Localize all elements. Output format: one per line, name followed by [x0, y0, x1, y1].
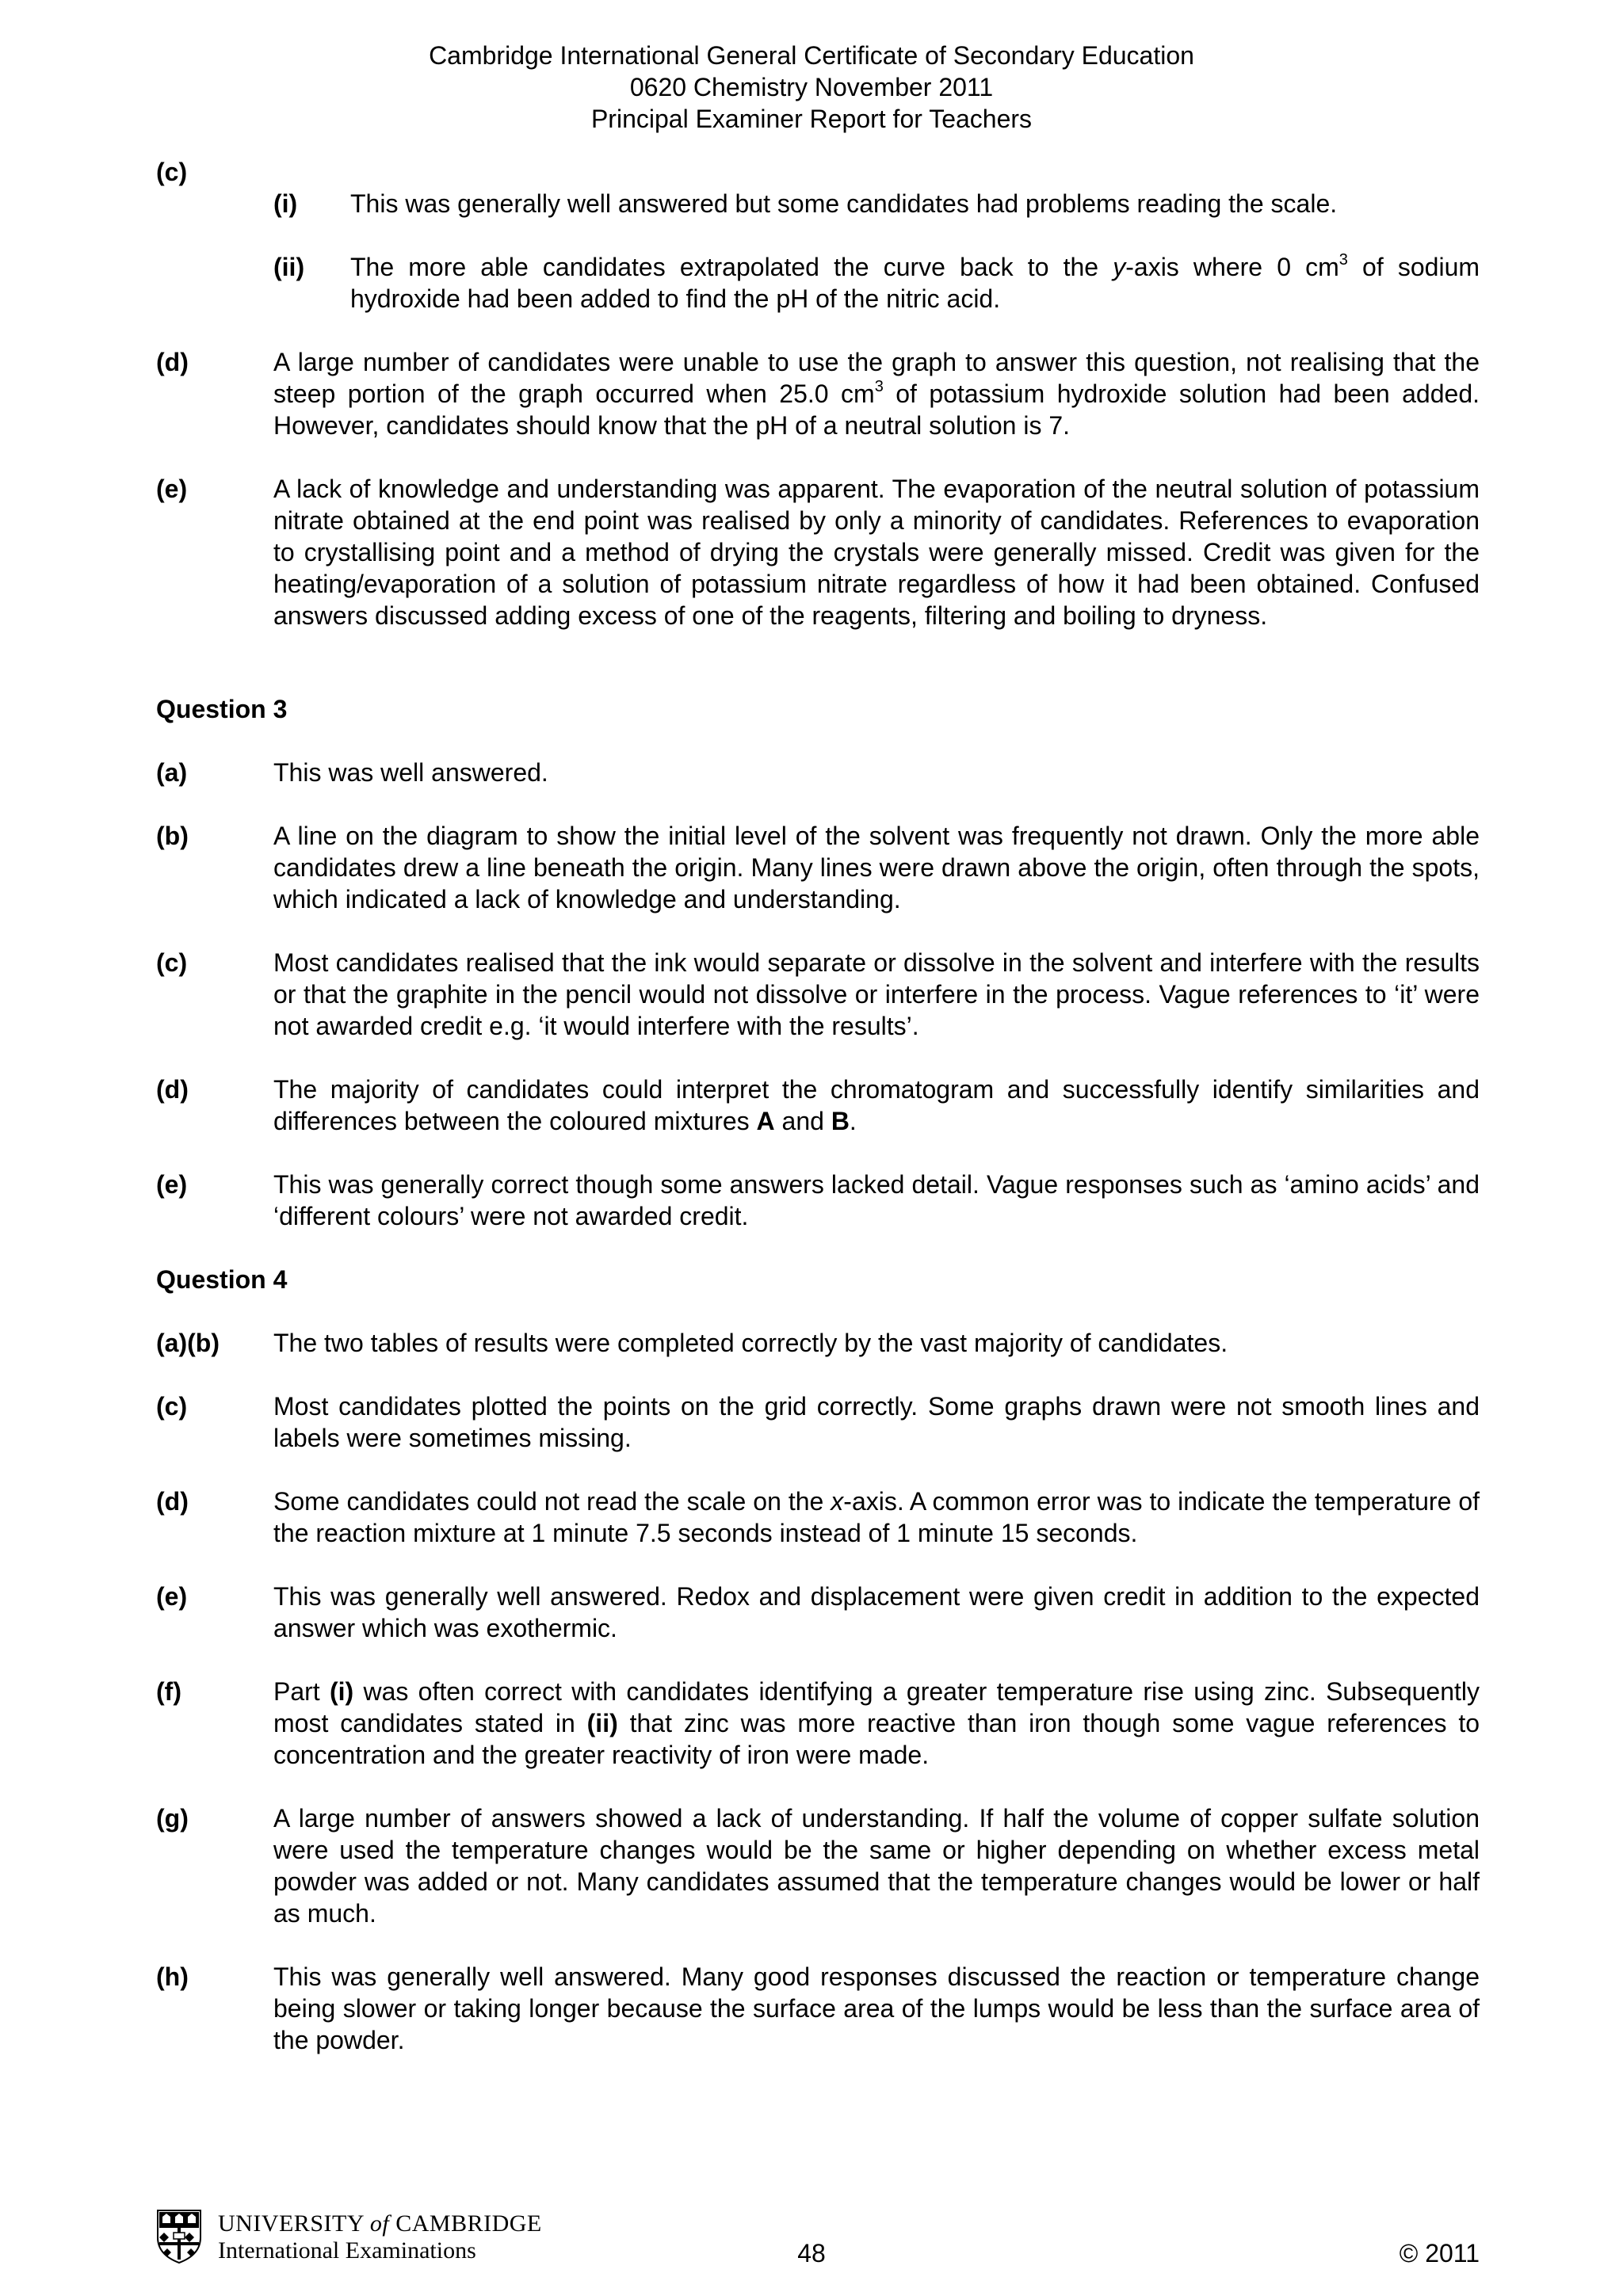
q4-g-label: (g): [156, 1804, 189, 1833]
q3-a-text: This was well answered.: [273, 758, 548, 787]
q4-d-text: Some candidates could not read the scale on the x-axis. A common error was to indicate the temperature of the reaction mixture at 1 minute 7.5 seconds instead of 1 minute 15 seconds.: [273, 1487, 1480, 1547]
q4-d-label: (d): [156, 1487, 189, 1516]
logo-subtitle: International Examinations: [218, 2237, 476, 2264]
q4-h-label: (h): [156, 1962, 189, 1991]
question-3-heading: Question 3: [156, 695, 288, 723]
q4-c-label: (c): [156, 1392, 188, 1421]
header-report-type: Principal Examiner Report for Teachers: [590, 105, 1033, 133]
copyright: © 2011: [1399, 2239, 1480, 2267]
q3-c-text: Most candidates realised that the ink would separate or dissolve in the solvent and interfere with the results or that the graphite in the pencil would not dissolve or interfere in the process. Vague references to ‘it’ were not awarded credit e.g. ‘it would interfere with the results’.: [273, 948, 1480, 1040]
q3-b-text: A line on the diagram to show the initial level of the solvent was frequently not drawn. Only the more able candidates drew a line beneath the origin. Many lines were drawn above the origin, often through the spots, which indicated a lack of knowledge and understanding.: [273, 822, 1480, 913]
q4-e-label: (e): [156, 1582, 188, 1611]
q2-c-ii-text: The more able candidates extrapolated the curve back to the y-axis where 0 $cm^3$ of sodium hydroxide had been added to find the pH of the nitric acid.: [350, 251, 1480, 313]
q4-f-label: (f): [156, 1677, 181, 1706]
question-4-heading: Question 4: [156, 1265, 288, 1294]
q3-c-label: (c): [156, 948, 188, 977]
q2-c-label: (c): [156, 158, 188, 186]
header-title: Cambridge International General Certificate of Secondary Education: [429, 41, 1194, 70]
q2-d-label: (d): [156, 348, 189, 376]
q3-d-text: The majority of candidates could interpret the chromatogram and successfully identify similarities and differences between the coloured mixtures A and B.: [273, 1075, 1480, 1135]
q4-g-text: A large number of answers showed a lack of understanding. If half the volume of copper sulfate solution were used the temperature changes would be the same or higher depending on whether excess metal powder was added or not. Many candidates assumed that the temperature changes would be lower or half as much.: [273, 1804, 1480, 1928]
q4-ab-label: (a)(b): [156, 1329, 220, 1357]
q4-h-text: This was generally well answered. Many good responses discussed the reaction or temperature change being slower or taking longer because the surface area of the lumps would be less than the surface area of the powder.: [273, 1962, 1480, 2054]
q2-c-i-text: This was generally well answered but some candidates had problems reading the scale.: [350, 189, 1338, 218]
q3-e-text: This was generally correct though some answers lacked detail. Vague responses such as ‘amino acids’ and ‘different colours’ were not awarded credit.: [273, 1170, 1480, 1230]
q2-c-i-label: (i): [273, 189, 298, 218]
q4-ab-text: The two tables of results were completed correctly by the vast majority of candidates.: [273, 1329, 1228, 1357]
logo-university-name: UNIVERSITY of CAMBRIDGE: [218, 2210, 542, 2237]
q3-e-label: (e): [156, 1170, 188, 1199]
q2-e-label: (e): [156, 475, 188, 503]
q4-c-text: Most candidates plotted the points on the grid correctly. Some graphs drawn were not smooth lines and labels were sometimes missing.: [273, 1392, 1480, 1452]
header-subject: 0620 Chemistry November 2011: [629, 73, 994, 101]
q4-f-text: Part (i) was often correct with candidates identifying a greater temperature rise using zinc. Subsequently most candidates stated in (ii) that zinc was more reactive than iron though some vague references to concentration and the greater reactivity of iron were made.: [273, 1677, 1480, 1769]
q3-b-label: (b): [156, 822, 189, 850]
q2-d-text: A large number of candidates were unable to use the graph to answer this question, not realising that the steep portion of the graph occurred when 25.0 $cm^3$ of potassium hydroxide solution had been added. However, candidates should know that the pH of a neutral solution is 7.: [273, 348, 1480, 440]
q2-c-ii-label: (ii): [273, 253, 305, 281]
q2-e-text: A lack of knowledge and understanding was apparent. The evaporation of the neutral solution of potassium nitrate obtained at the end point was realised by only a minority of candidates. References to evaporation to crystallising point and a method of drying the crystals were generally missed. Credit was given for the heating/evaporation of a solution of potassium nitrate regardless of how it had been obtained. Confused answers discussed adding excess of one of the reagents, filtering and boiling to dryness.: [273, 475, 1480, 630]
report-header: [0, 40, 1623, 135]
q3-d-label: (d): [156, 1075, 189, 1104]
page-number: 48: [797, 2239, 826, 2267]
q3-a-label: (a): [156, 758, 188, 787]
q4-e-text: This was generally well answered. Redox and displacement were given credit in addition to the expected answer which was exothermic.: [273, 1582, 1480, 1642]
